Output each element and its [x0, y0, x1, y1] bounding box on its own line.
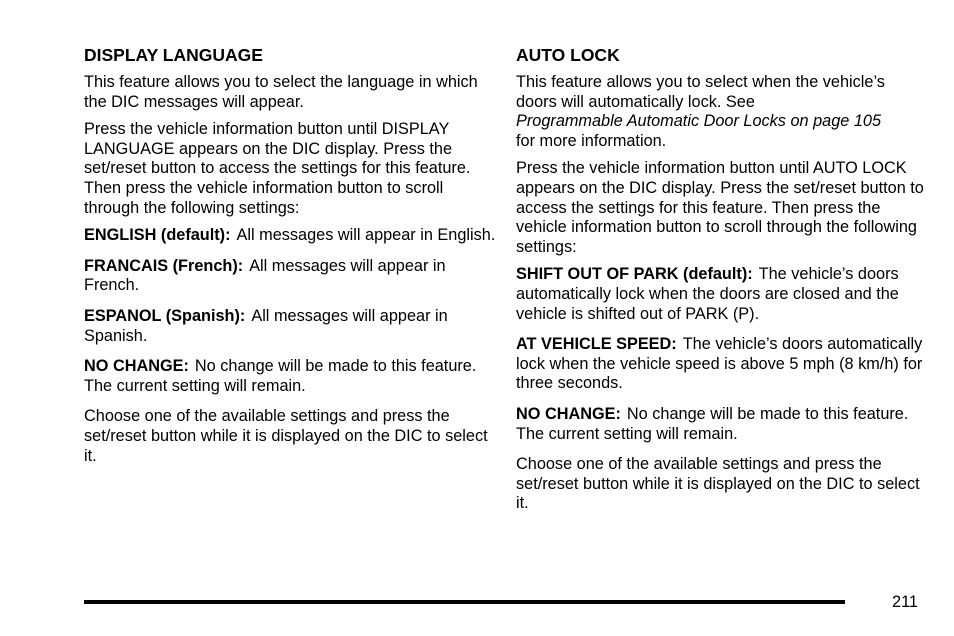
section-heading: DISPLAY LANGUAGE	[84, 45, 263, 65]
setting-description: All messages will appear in French.	[84, 256, 446, 295]
setting-item	[84, 257, 496, 296]
section-heading: AUTO LOCK	[516, 45, 620, 65]
setting-term: AT VEHICLE SPEED:	[516, 335, 677, 354]
intro-text-end: for more information.	[516, 131, 667, 150]
closing-paragraph: Choose one of the available settings and press the set/reset button while it is displayed on the DIC to select it.	[516, 455, 920, 513]
instructions-paragraph: Press the vehicle information button until AUTO LOCK appears on the DIC display. Press the set/reset button to access the settings for this feature. Then press the vehicle information button to scroll through the following settings:	[516, 159, 924, 256]
setting-description: All messages will appear in English.	[236, 226, 496, 245]
intro-paragraph: This feature allows you to select the language in which the DIC messages will appear.	[84, 73, 478, 111]
setting-term: ENGLISH (default):	[84, 226, 231, 245]
setting-description: No change will be made to this feature. The current setting will remain.	[516, 404, 909, 443]
intro-paragraph	[516, 73, 928, 151]
setting-description: No change will be made to this feature. The current setting will remain.	[84, 357, 477, 395]
display-language-section	[84, 44, 496, 474]
auto-lock-section	[516, 44, 928, 522]
footer-rule	[84, 600, 845, 604]
setting-item	[516, 265, 928, 324]
setting-term: NO CHANGE:	[516, 404, 621, 423]
closing-paragraph: Choose one of the available settings and press the set/reset button while it is displayed on the DIC to select it.	[84, 407, 488, 465]
setting-term: NO CHANGE:	[84, 357, 189, 376]
page-number: 211	[892, 593, 918, 611]
instructions-paragraph: Press the vehicle information button until DISPLAY LANGUAGE appears on the DIC display. Press the set/reset button to access the settings for this feature. Then press the vehicle information button to scroll through the following settings:	[84, 120, 471, 217]
setting-term: FRANCAIS (French):	[84, 256, 244, 275]
cross-reference: Programmable Automatic Door Locks on page 105	[516, 112, 882, 131]
setting-description: The vehicle’s doors automatically lock when the doors are closed and the vehicle is shifted out of PARK (P).	[516, 265, 899, 323]
setting-description: All messages will appear in Spanish.	[84, 306, 448, 345]
setting-item	[84, 307, 496, 346]
setting-item	[516, 405, 928, 444]
setting-item	[84, 357, 496, 396]
setting-term: SHIFT OUT OF PARK (default):	[516, 265, 753, 284]
setting-term: ESPANOL (Spanish):	[84, 306, 246, 325]
intro-text: This feature allows you to select when the vehicle’s doors will automatically lock. See	[516, 73, 885, 111]
setting-item	[84, 226, 496, 246]
setting-description: The vehicle’s doors automatically lock when the vehicle speed is above 5 mph (8 km/h) for three seconds.	[516, 335, 923, 393]
setting-item	[516, 335, 928, 394]
